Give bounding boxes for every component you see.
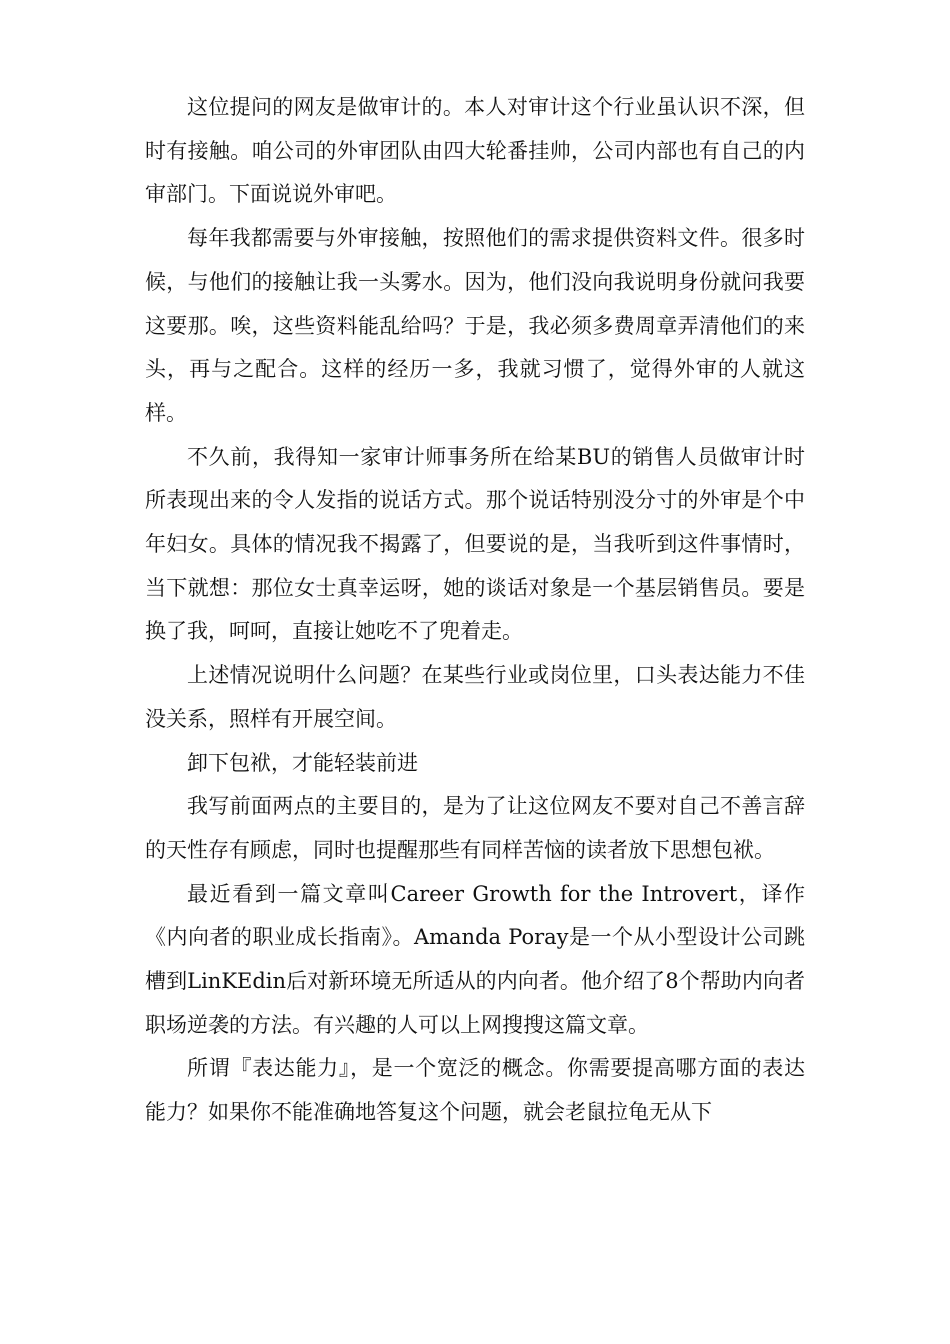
paragraph-conclusion: 上述情况说明什么问题？在某些行业或岗位里，口头表达能力不佳没关系，照样有开展空间。 <box>145 663 805 731</box>
section-heading: 卸下包袱，才能轻装前进 <box>187 750 418 775</box>
paragraph-external-audit-contact: 每年我都需要与外审接触，按照他们的需求提供资料文件。很多时候，与他们的接触让我一头雾水。因为，他们没向我说明身份就问我要这要那。唉，这些资料能乱给吗？于是，我必须多费周章弄清他们的来头，再与之配合。这样的经历一多，我就习惯了，觉得外审的人就这样。 <box>145 226 805 425</box>
paragraph-purpose: 我写前面两点的主要目的，是为了让这位网友不要对自己不善言辞的天性存有顾虑，同时也提醒那些有同样苦恼的读者放下思想包袱。 <box>145 794 805 862</box>
paragraph-auditor-incident: 不久前，我得知一家审计师事务所在给某BU的销售人员做审计时所表现出来的令人发指的说话方式。那个说话特别没分寸的外审是个中年妇女。具体的情况我不揭露了，但要说的是，当我听到这件事情时，当下就想：那位女士真幸运呀，她的谈话对象是一个基层销售员。要是换了我，呵呵，直接让她吃不了兜着走。 <box>145 444 805 644</box>
paragraph-audit-intro: 这位提问的网友是做审计的。本人对审计这个行业虽认识不深，但时有接触。咱公司的外审团队由四大轮番挂帅，公司内部也有自己的内审部门。下面说说外审吧。 <box>145 95 805 207</box>
document-body <box>145 86 805 1135</box>
paragraph-expression-ability: 所谓『表达能力』，是一个宽泛的概念。你需要提高哪方面的表达能力？如果你不能准确地答复这个问题，就会老鼠拉龟无从下 <box>145 1056 805 1125</box>
paragraph-introvert-article: 最近看到一篇文章叫Career Growth for the Introvert，译作《内向者的职业成长指南》。Amanda Poray是一个从小型设计公司跳槽到LinKEdin后对新环境无所适从的内向者。他介绍了8个帮助内向者职场逆袭的方法。有兴趣的人可以上网搜搜这篇文章。 <box>145 881 805 1037</box>
